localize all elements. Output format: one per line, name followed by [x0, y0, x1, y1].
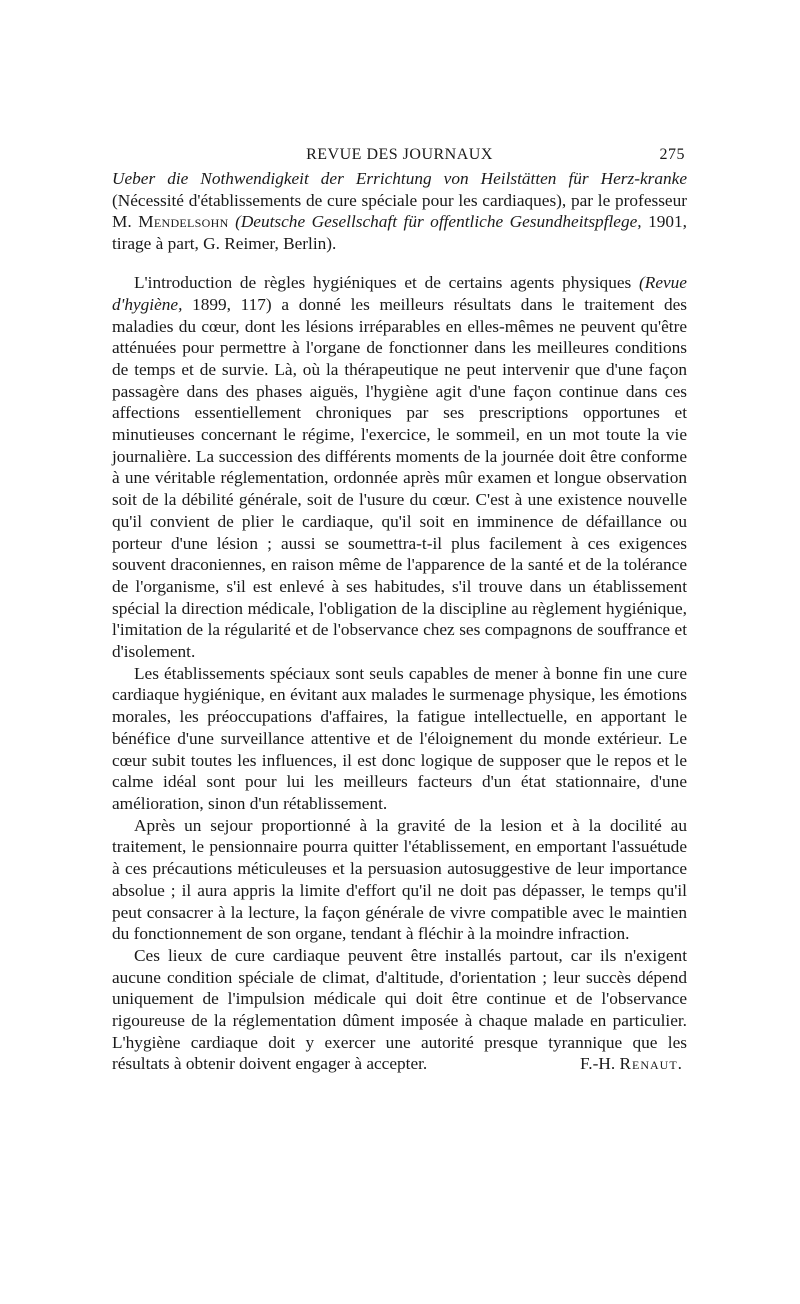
paragraph-2: Les établissements spéciaux sont seuls capables de mener à bonne fin une cure cardiaque hygiénique, en évitant aux malades le surmenage physique, les émotions morales, les préoccupations d'affaires, la fatigue intellectuelle, en apportant le bénéfice d'une surveillance attentive et de l'éloignement du monde extérieur. Le cœur subit toutes les influences, il est donc logique de supposer que le repos et le calme idéal sont pour lui les meilleurs facteurs d'un état stationnaire, d'une amélioration, sinon d'un rétablissement. [112, 663, 687, 813]
signature [558, 1053, 683, 1075]
paragraph-1-start: L'introduction de règles hygiéniques et de certains agents physiques [134, 273, 632, 293]
running-title: REVUE DES JOURNAUX [306, 146, 493, 163]
journal-title: (Deutsche Gesellschaft für offentliche Gesundheitspflege, [235, 212, 642, 232]
article-body [112, 168, 687, 1075]
paragraph-4 [112, 945, 687, 1075]
page-number: 275 [659, 146, 685, 163]
bibliographic-reference [112, 168, 687, 255]
french-title: (Nécessité d'établissements de cure spéciale pour les cardiaques), [112, 190, 567, 210]
journal-page [112, 140, 687, 1075]
paragraph-1 [112, 272, 687, 663]
signature-surname: Renaut. [619, 1054, 683, 1074]
signature-initials: F.-H. [580, 1054, 616, 1074]
publication-details: 1901, tirage à part, G. Reimer, Berlin). [112, 212, 687, 254]
running-head [112, 140, 687, 164]
german-title: Ueber die Nothwendigkeit der Errichtung von Heilstätten für Herz-kranke [112, 169, 687, 188]
author-prefix: par le professeur M. [112, 190, 688, 232]
review-citation: (Revue d'hygiène, [112, 273, 687, 314]
author-name: Mendelsohn [138, 212, 229, 232]
paragraph-3: Après un sejour proportionné à la gravité de la lesion et à la docilité au traitement, le pensionnaire pourra quitter l'établissement, en emportant l'assuétude à ces précautions méticuleuses et la persuasion autosuggestive de leur importance absolue ; il aura appris la limite d'effort qu'il ne doit pas dépasser, le temps qu'il peut consacrer à la lecture, la façon générale de vivre compatible avec le maintien du fonctionnement de son organe, tendant à fléchir à la moindre infraction. [112, 815, 687, 944]
paragraph-4-text: Ces lieux de cure cardiaque peuvent être installés partout, car ils n'exigent aucune condition spéciale de climat, d'altitude, d'orientation ; leur succès dépend uniquement de l'impulsion médicale qui doit être continue et de l'observance rigoureuse de la réglementation dûment imposée à chaque malade en particulier. L'hygiène cardiaque doit y exercer une autorité presque tyrannique que les résultats à obtenir doivent engager à accepter. [112, 945, 687, 1074]
paragraph-1-rest: 1899, 117) a donné les meilleurs résultats dans le traitement des maladies du cœur, dont les lésions irréparables en elles-mêmes ne peuvent qu'être atténuées pour permettre à l'organe de fonctionner dans les meilleures conditions de temps et de survie. Là, où la thérapeutique ne peut intervenir que d'une façon passagère dans des phases aiguës, l'hygiène agit d'une façon continue dans ces affections essentiellement chroniques par ses prescriptions opportunes et minutieuses concernant le régime, l'exercice, le sommeil, en un mot toute la vie journalière. La succession des différents moments de la journée doit être conforme à une véritable réglementation, ordonnée après mûr examen et longue observation soit de la débilité générale, soit de l'usure du cœur. C'est à une existence nouvelle qu'il convient de plier le cardiaque, qu'il soit en imminence de défaillance ou porteur d'une lésion ; aussi se soumettra-t-il plus facilement à ces exigences souvent draconiennes, en raison même de l'apparence de la santé et de la tolérance de l'organisme, s'il est enlevé à ses habitudes, s'il trouve dans un établissement spécial la direction médicale, l'obligation de la discipline au règlement hygiénique, l'imitation de la régularité et de l'observance chez ses compagnons de souffrance et d'isolement. [112, 294, 687, 662]
